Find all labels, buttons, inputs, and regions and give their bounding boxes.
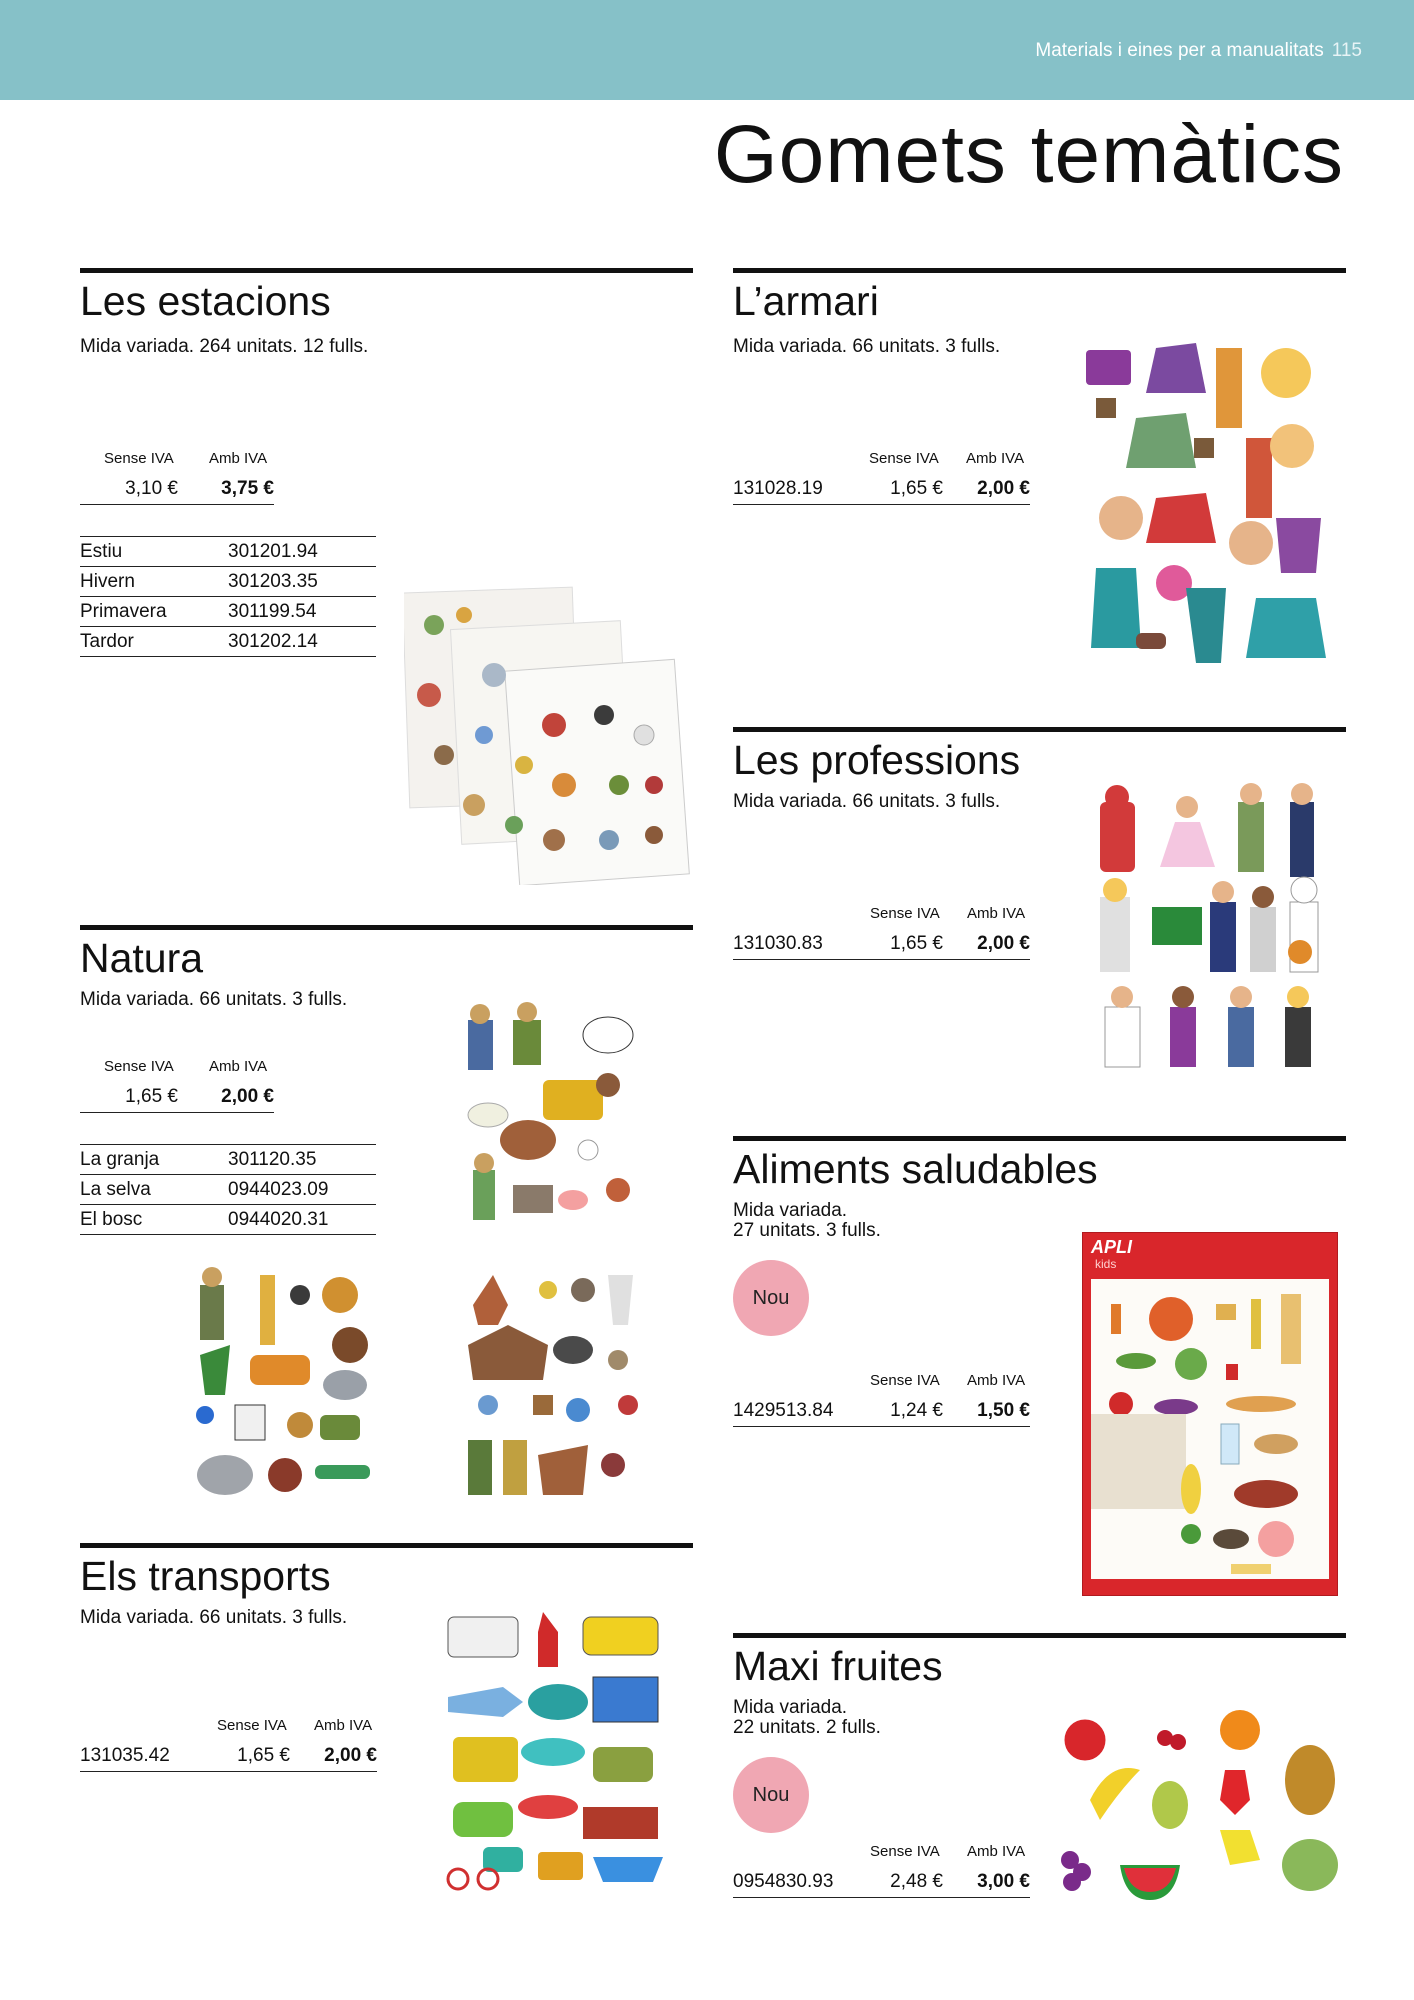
fruit-stickers-image xyxy=(1050,1700,1345,1910)
variant-code: 301199.54 xyxy=(228,601,317,622)
price-without: 1,24 € xyxy=(890,1400,943,1421)
variant-code: 301120.35 xyxy=(228,1149,317,1170)
price-head-with: Amb IVA xyxy=(314,1717,373,1734)
price-with: 2,00 € xyxy=(977,478,1030,499)
variant-name: Estiu xyxy=(80,541,123,562)
price-with: 2,00 € xyxy=(221,1086,274,1107)
product-code: 131028.19 xyxy=(733,478,823,499)
header-crumb xyxy=(1035,40,1362,62)
section-title: Les estacions xyxy=(80,278,331,324)
price-with: 2,00 € xyxy=(977,933,1030,954)
package-brand: APLI xyxy=(1091,1237,1133,1257)
section-desc: Mida variada. 66 unitats. 3 fulls. xyxy=(80,989,348,1010)
price-head-with: Amb IVA xyxy=(966,450,1025,467)
price-row xyxy=(733,929,1030,960)
section-desc: Mida variada. 264 unitats. 12 fulls. xyxy=(80,336,369,357)
product-code: 0954830.93 xyxy=(733,1871,834,1892)
price-without: 1,65 € xyxy=(237,1745,290,1766)
variant-name: Primavera xyxy=(80,601,167,622)
price-with: 3,00 € xyxy=(977,1871,1030,1892)
price-with: 2,00 € xyxy=(324,1745,377,1766)
price-row xyxy=(733,1867,1030,1898)
page-number: 115 xyxy=(1331,40,1362,61)
variant-code: 301201.94 xyxy=(228,541,318,562)
section-rule xyxy=(80,268,693,273)
price-row xyxy=(80,474,274,505)
variant-code: 0944023.09 xyxy=(228,1179,329,1200)
jungle-stickers-image xyxy=(190,1265,380,1505)
price-head-with: Amb IVA xyxy=(967,905,1026,922)
new-badge: Nou xyxy=(733,1260,809,1336)
variant-code: 301202.14 xyxy=(228,631,318,652)
forest-stickers-image xyxy=(458,1265,648,1505)
section-desc-line2: 22 unitats. 2 fulls. xyxy=(733,1717,881,1738)
variant-code: 0944020.31 xyxy=(228,1209,329,1230)
price-head-with: Amb IVA xyxy=(967,1372,1026,1389)
healthy-food-package-image xyxy=(1082,1232,1338,1596)
price-row xyxy=(733,474,1030,505)
price-without: 1,65 € xyxy=(890,478,943,499)
section-rule xyxy=(80,925,693,930)
table-row xyxy=(80,1174,376,1204)
variant-name: El bosc xyxy=(80,1209,143,1230)
price-without: 3,10 € xyxy=(125,478,178,499)
price-head-with: Amb IVA xyxy=(209,1058,268,1075)
price-head-without: Sense IVA xyxy=(870,1372,940,1389)
price-with: 3,75 € xyxy=(221,478,274,499)
product-code: 131030.83 xyxy=(733,933,823,954)
product-code: 1429513.84 xyxy=(733,1400,834,1421)
price-head-without: Sense IVA xyxy=(869,450,939,467)
price-head-with: Amb IVA xyxy=(209,450,268,467)
section-title: Maxi fruites xyxy=(733,1643,943,1689)
section-rule xyxy=(733,268,1346,273)
section-desc-line1: Mida variada. xyxy=(733,1697,848,1718)
section-rule xyxy=(733,1633,1346,1638)
variant-table xyxy=(80,1144,376,1235)
section-label: Materials i eines per a manualitats xyxy=(1035,40,1324,61)
variant-name: Tardor xyxy=(80,631,134,652)
price-row xyxy=(733,1396,1030,1427)
page-title: Gomets temàtics xyxy=(713,109,1344,200)
wardrobe-stickers-image xyxy=(1076,328,1346,683)
price-without: 1,65 € xyxy=(125,1086,178,1107)
price-head-without: Sense IVA xyxy=(104,1058,174,1075)
price-row xyxy=(80,1082,274,1113)
variant-name: La granja xyxy=(80,1149,160,1170)
price-row xyxy=(80,1741,377,1772)
price-head-with: Amb IVA xyxy=(967,1843,1026,1860)
new-badge: Nou xyxy=(733,1757,809,1833)
variant-name: Hivern xyxy=(80,571,135,592)
professions-stickers-image xyxy=(1090,782,1330,1092)
section-rule xyxy=(733,1136,1346,1141)
table-row xyxy=(80,1204,376,1235)
price-with: 1,50 € xyxy=(977,1400,1030,1421)
variant-name: La selva xyxy=(80,1179,151,1200)
section-desc: Mida variada. 66 unitats. 3 fulls. xyxy=(733,336,1001,357)
variant-table xyxy=(80,536,376,657)
farm-stickers-image xyxy=(458,1000,648,1240)
section-title: Les professions xyxy=(733,737,1021,783)
section-rule xyxy=(80,1543,693,1548)
section-desc: Mida variada. 66 unitats. 3 fulls. xyxy=(80,1607,348,1628)
table-row xyxy=(80,536,376,566)
healthy-food-stickers xyxy=(1091,1279,1329,1579)
table-row xyxy=(80,566,376,596)
variant-code: 301203.35 xyxy=(228,571,318,592)
package-sub: kids xyxy=(1095,1257,1117,1271)
price-head-without: Sense IVA xyxy=(104,450,174,467)
transport-stickers-image xyxy=(443,1607,668,1897)
price-head-without: Sense IVA xyxy=(870,905,940,922)
section-rule xyxy=(733,727,1346,732)
table-row xyxy=(80,626,376,657)
section-desc-line2: 27 unitats. 3 fulls. xyxy=(733,1220,881,1241)
table-row xyxy=(80,596,376,626)
table-row xyxy=(80,1144,376,1174)
section-title: L’armari xyxy=(733,278,879,324)
section-title: Natura xyxy=(80,935,204,981)
section-title: Aliments saludables xyxy=(733,1146,1098,1192)
price-without: 2,48 € xyxy=(890,1871,943,1892)
price-without: 1,65 € xyxy=(890,933,943,954)
header-bar xyxy=(0,0,1414,100)
price-head-without: Sense IVA xyxy=(870,1843,940,1860)
section-desc-line1: Mida variada. xyxy=(733,1200,848,1221)
section-desc: Mida variada. 66 unitats. 3 fulls. xyxy=(733,791,1001,812)
seasons-sticker-sheets-image xyxy=(404,585,694,885)
section-title: Els transports xyxy=(80,1553,331,1599)
product-code: 131035.42 xyxy=(80,1745,170,1766)
package-sheet xyxy=(1091,1279,1329,1579)
price-head-without: Sense IVA xyxy=(217,1717,287,1734)
